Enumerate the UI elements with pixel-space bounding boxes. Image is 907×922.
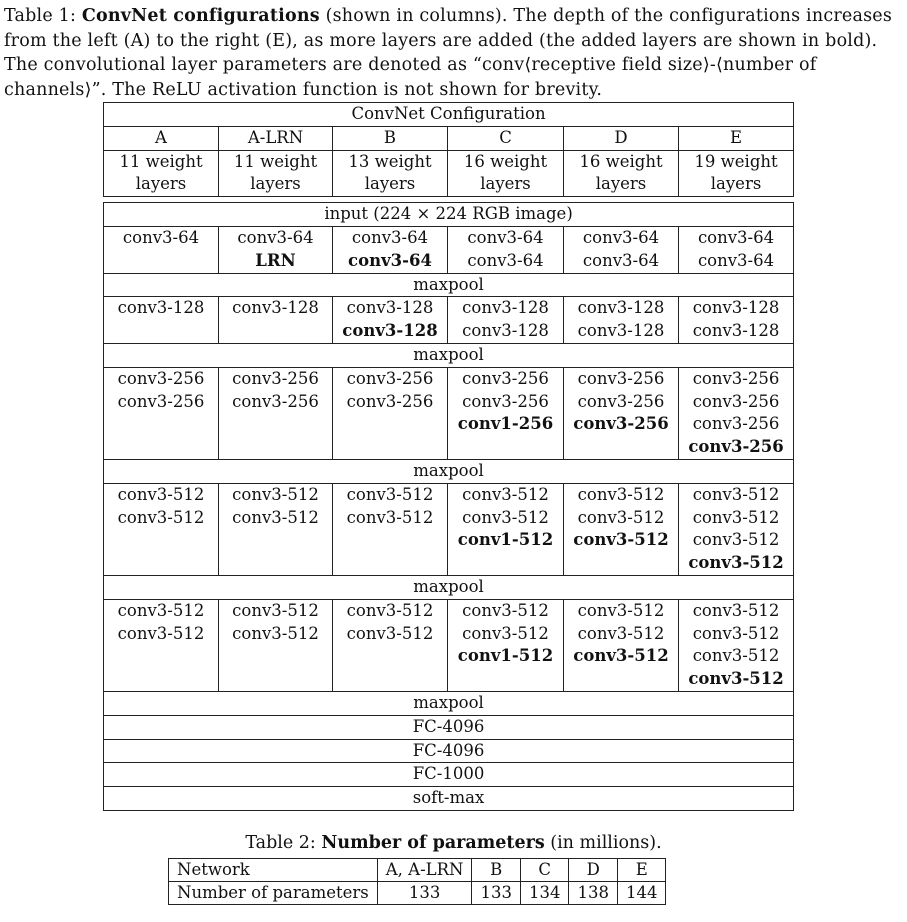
layer-cell xyxy=(333,483,448,575)
column-name: B xyxy=(333,126,448,150)
layer-cell xyxy=(333,297,448,344)
layer-label: conv3-512 xyxy=(462,600,549,620)
table1-caption-bold: ConvNet configurations xyxy=(81,6,320,26)
table-cell: A, A-LRN xyxy=(377,859,472,882)
table-cell: C xyxy=(520,859,569,882)
column-description-line: 11 weight xyxy=(233,151,318,171)
maxpool-row: maxpool xyxy=(104,343,794,367)
column-name: C xyxy=(448,126,564,150)
layer-label: conv3-128 xyxy=(462,298,549,318)
layer-label: conv3-64 xyxy=(122,227,200,247)
layer-label: conv3-256 xyxy=(346,391,434,411)
table-row xyxy=(104,739,794,763)
convnet-configuration-table xyxy=(103,102,794,811)
layer-label: conv3-64 xyxy=(697,250,775,270)
layer-label: conv3-256 xyxy=(692,414,780,434)
layer-label: conv1-512 xyxy=(457,530,554,550)
table-row xyxy=(104,126,794,150)
table-row xyxy=(169,859,666,882)
layer-label: conv3-256 xyxy=(577,368,665,388)
layer-cell xyxy=(679,297,794,344)
column-name: D xyxy=(564,126,679,150)
layer-cell xyxy=(448,226,564,273)
column-description-line: 11 weight xyxy=(119,151,203,171)
column-name: A-LRN xyxy=(219,126,333,150)
layer-label: conv3-512 xyxy=(577,623,665,643)
layer-label: conv3-256 xyxy=(462,368,549,388)
layer-cell xyxy=(564,599,679,691)
maxpool-row: maxpool xyxy=(104,273,794,297)
table-cell: 144 xyxy=(617,882,666,905)
layer-label: LRN xyxy=(255,250,296,270)
layer-label: conv3-512 xyxy=(692,646,780,666)
table-row xyxy=(104,715,794,739)
layer-cell xyxy=(564,483,679,575)
layer-label: conv3-64 xyxy=(237,227,314,247)
table-row xyxy=(104,575,794,599)
maxpool-row: maxpool xyxy=(104,691,794,715)
layer-label: conv3-512 xyxy=(346,507,434,527)
layer-label: conv3-256 xyxy=(573,414,669,434)
table1-caption-rest: (shown in columns). The depth of the configurations increases from the left (A) to the right (E), as more layers are added (the added layers are shown in bold). The convolutional layer parameters are denoted as “conv⟨receptive field size⟩-⟨number of channels⟩”. The ReLU activation function is not shown for brevity. xyxy=(4,6,892,100)
layer-cell xyxy=(104,367,219,459)
table-cell: D xyxy=(569,859,618,882)
layer-label: conv3-512 xyxy=(692,623,780,643)
parameters-table xyxy=(168,858,666,905)
column-description xyxy=(564,150,679,197)
layer-label: conv3-512 xyxy=(573,530,669,550)
layer-label: conv3-512 xyxy=(117,623,205,643)
layer-label: conv3-512 xyxy=(346,600,434,620)
layer-cell xyxy=(104,297,219,344)
table-row xyxy=(104,226,794,273)
layer-cell xyxy=(219,226,333,273)
table2-caption-label: Table 2: xyxy=(245,833,322,853)
column-name: E xyxy=(679,126,794,150)
layer-label: conv3-256 xyxy=(232,391,319,411)
layer-cell xyxy=(679,226,794,273)
table1-caption-label: Table 1: xyxy=(4,6,77,26)
column-description-line: layers xyxy=(710,174,762,194)
layer-label: conv3-256 xyxy=(346,368,434,388)
layer-label: conv3-512 xyxy=(577,484,665,504)
layer-label: conv3-64 xyxy=(582,250,660,270)
layer-row: FC-4096 xyxy=(104,739,794,763)
table-cell: B xyxy=(472,859,521,882)
column-description-line: layers xyxy=(135,174,187,194)
table-cell: Network xyxy=(169,859,378,882)
column-description xyxy=(333,150,448,197)
layer-cell xyxy=(333,226,448,273)
layer-label: conv3-64 xyxy=(467,250,544,270)
table-cell: E xyxy=(617,859,666,882)
layer-cell xyxy=(104,483,219,575)
column-description-line: 19 weight xyxy=(694,151,778,171)
table-row xyxy=(169,882,666,905)
layer-label: conv3-512 xyxy=(462,623,549,643)
maxpool-row: maxpool xyxy=(104,575,794,599)
table2-caption-rest: (in millions). xyxy=(544,833,662,853)
table-row xyxy=(104,763,794,787)
layer-row: soft-max xyxy=(104,787,794,811)
layer-cell xyxy=(448,483,564,575)
layer-label: conv3-512 xyxy=(688,669,784,689)
layer-cell xyxy=(104,599,219,691)
layer-cell xyxy=(333,599,448,691)
layer-cell xyxy=(564,297,679,344)
layer-cell xyxy=(219,297,333,344)
column-description xyxy=(679,150,794,197)
layer-row: FC-1000 xyxy=(104,763,794,787)
table-row xyxy=(104,273,794,297)
table-row xyxy=(104,367,794,459)
layer-label: conv1-256 xyxy=(457,414,554,434)
layer-label: conv3-128 xyxy=(692,298,780,318)
layer-label: conv3-64 xyxy=(697,227,775,247)
layer-label: conv3-128 xyxy=(117,298,205,318)
table2-caption-bold: Number of parameters xyxy=(321,833,545,853)
layer-label: conv3-512 xyxy=(462,484,549,504)
layer-label: conv3-128 xyxy=(577,321,665,341)
layer-label: conv3-512 xyxy=(232,507,319,527)
layer-label: conv3-256 xyxy=(462,391,549,411)
layer-label: conv3-256 xyxy=(117,391,205,411)
column-description-line: 16 weight xyxy=(463,151,548,171)
layer-label: conv3-512 xyxy=(462,507,549,527)
layer-label: conv3-512 xyxy=(577,600,665,620)
input-row: input (224 × 224 RGB image) xyxy=(104,203,794,227)
layer-cell xyxy=(679,367,794,459)
layer-cell xyxy=(564,226,679,273)
layer-label: conv3-128 xyxy=(342,321,438,341)
layer-label: conv3-256 xyxy=(232,368,319,388)
layer-cell xyxy=(448,599,564,691)
column-description-line: layers xyxy=(480,174,531,194)
layer-label: conv3-512 xyxy=(692,507,780,527)
column-description xyxy=(104,150,219,197)
layer-cell xyxy=(448,367,564,459)
layer-label: conv3-256 xyxy=(577,391,665,411)
layer-cell xyxy=(104,226,219,273)
table1-caption xyxy=(4,4,904,102)
layer-label: conv3-512 xyxy=(117,484,205,504)
layer-cell xyxy=(219,599,333,691)
layer-row: FC-4096 xyxy=(104,715,794,739)
column-description-line: layers xyxy=(364,174,416,194)
layer-cell xyxy=(219,483,333,575)
table-row xyxy=(104,103,794,127)
layer-label: conv3-256 xyxy=(692,391,780,411)
column-name: A xyxy=(104,126,219,150)
table-row xyxy=(104,483,794,575)
layer-label: conv3-64 xyxy=(351,227,429,247)
layer-cell xyxy=(564,367,679,459)
table-cell: 133 xyxy=(472,882,521,905)
layer-label: conv3-512 xyxy=(232,623,319,643)
layer-cell xyxy=(679,483,794,575)
layer-label: conv3-512 xyxy=(117,600,205,620)
layer-label: conv3-256 xyxy=(692,368,780,388)
layer-label: conv3-512 xyxy=(692,484,780,504)
layer-cell xyxy=(333,367,448,459)
table2-caption xyxy=(0,833,907,853)
layer-label: conv3-128 xyxy=(462,321,549,341)
layer-label: conv3-64 xyxy=(348,250,432,270)
table-row xyxy=(104,787,794,811)
layer-label: conv3-256 xyxy=(117,368,205,388)
layer-label: conv3-512 xyxy=(688,553,784,573)
table-row xyxy=(104,297,794,344)
layer-label: conv3-512 xyxy=(346,623,434,643)
layer-label: conv3-64 xyxy=(582,227,660,247)
table-row xyxy=(104,599,794,691)
column-description-line: layers xyxy=(595,174,647,194)
layer-label: conv3-512 xyxy=(692,600,780,620)
table-row xyxy=(104,343,794,367)
table-row xyxy=(104,150,794,197)
layer-label: conv3-512 xyxy=(117,507,205,527)
table-header-title: ConvNet Configuration xyxy=(104,103,794,127)
layer-label: conv3-256 xyxy=(688,437,784,457)
layer-label: conv3-512 xyxy=(573,646,669,666)
table-cell: Number of parameters xyxy=(169,882,378,905)
table-row xyxy=(104,203,794,227)
column-description-line: layers xyxy=(250,174,301,194)
column-description xyxy=(448,150,564,197)
table-cell: 133 xyxy=(377,882,472,905)
layer-label: conv3-512 xyxy=(232,484,319,504)
layer-label: conv3-128 xyxy=(577,298,665,318)
table-row xyxy=(104,459,794,483)
layer-label: conv3-512 xyxy=(232,600,319,620)
layer-label: conv3-512 xyxy=(692,530,780,550)
table-row xyxy=(104,691,794,715)
column-description xyxy=(219,150,333,197)
layer-label: conv3-128 xyxy=(232,298,319,318)
layer-cell xyxy=(448,297,564,344)
table-cell: 138 xyxy=(569,882,618,905)
layer-label: conv3-512 xyxy=(346,484,434,504)
layer-label: conv1-512 xyxy=(457,646,554,666)
layer-label: conv3-128 xyxy=(692,321,780,341)
column-description-line: 13 weight xyxy=(348,151,432,171)
maxpool-row: maxpool xyxy=(104,459,794,483)
layer-cell xyxy=(679,599,794,691)
layer-label: conv3-64 xyxy=(467,227,544,247)
table-cell: 134 xyxy=(520,882,569,905)
layer-cell xyxy=(219,367,333,459)
layer-label: conv3-512 xyxy=(577,507,665,527)
column-description-line: 16 weight xyxy=(579,151,663,171)
layer-label: conv3-128 xyxy=(346,298,434,318)
